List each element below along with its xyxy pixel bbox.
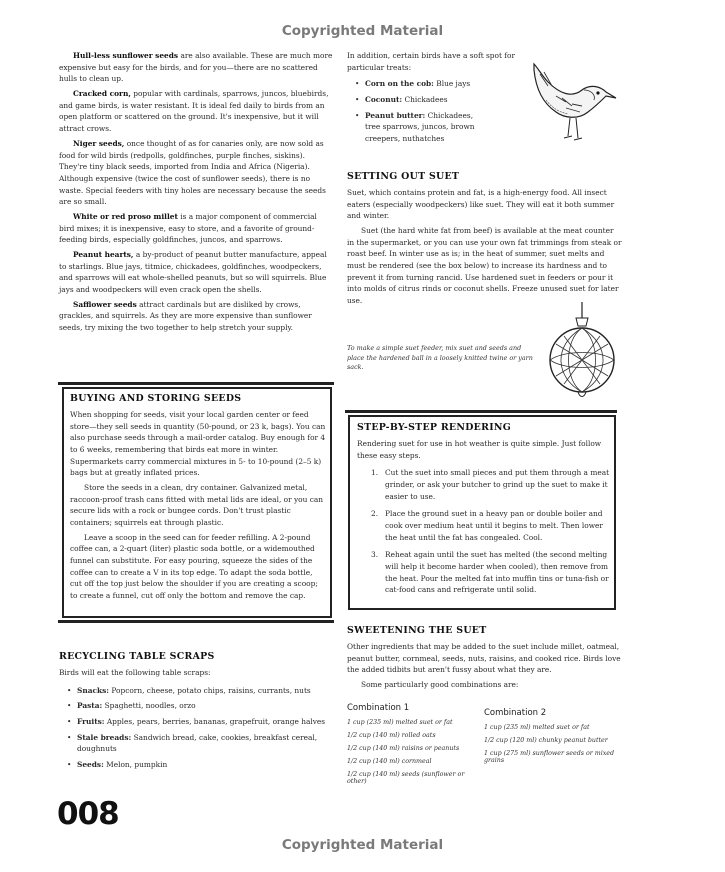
combinations-intro: Some particularly good combinations are: (361, 679, 519, 689)
list-item: 2. Place the ground suet in a heavy pan or double boiler and cook over medium heat until it begins to melt. Then lower the heat until the fat has congealed. Cool. (371, 509, 603, 542)
seed-types-section (59, 50, 333, 337)
sweetening-paragraph: Other ingredients that may be added to the suet include millet, oatmeal, peanut butter, cornmeal, seeds, nuts, raisins, and cooked rice. Birds love the added tidbits but aren't fussy about what they are. (347, 641, 621, 675)
suet-feeder-illustration (544, 300, 620, 404)
combination-1-title: Combination 1 (347, 703, 410, 713)
recycling-intro: Birds will eat the following table scraps: (59, 667, 211, 677)
suet-title: SETTING OUT SUET (347, 171, 460, 182)
rendering-steps-list (357, 467, 611, 596)
treats-list (347, 78, 527, 144)
combination-1 (347, 703, 479, 791)
ingredient-line: 1/2 cup (140 ml) cornmeal (347, 758, 432, 765)
table-scraps-list (59, 685, 333, 771)
paragraph-cracked-corn: Cracked corn, popular with cardinals, sparrows, juncos, bluebirds, and game birds, is water resistant. It is ideal fed daily to birds from an open platform or scattered on the ground. It's inexpensive, but it will attract crows. (59, 89, 329, 134)
ingredient-line: 1/2 cup (140 ml) raisins or peanuts (347, 745, 460, 752)
box-rule-top (58, 382, 334, 385)
suet-feeder-caption: To make a simple suet feeder, mix suet and seeds and place the hardened ball in a loosely knitted twine or yarn sack. (347, 344, 533, 372)
list-item: 1. Cut the suet into small pieces and put them through a meat grinder, or ask your butcher to grind up the suet to make it easier to use. (371, 468, 610, 501)
rendering-intro: Rendering suet for use in hot weather is quite simple. Just follow these easy steps. (357, 438, 602, 460)
buying-storing-title: BUYING AND STORING SEEDS (70, 393, 242, 404)
buying-storing-content (70, 392, 326, 605)
combination-2 (484, 708, 624, 770)
copyright-banner-top: Copyrighted Material (281, 23, 444, 39)
list-item: • Snacks: Popcorn, cheese, potato chips, raisins, currants, nuts (59, 685, 333, 697)
list-item: • Coconut: Chickadees (347, 94, 527, 106)
suet-paragraph-2: Suet (the hard white fat from beef) is available at the meat counter in the supermarket, or you can use your own fat trimmings from steak or roast beef. In winter use as is; in the heat of summer, suet melts and must be rendered (see the box below) to increase its hardness and to prevent it from turning rancid. Use hardened suet in feeders or pour it into molds of citrus rinds or coconut shells. Freeze unused suet for later use. (347, 225, 622, 306)
list-item: • Corn on the cob: Blue jays (347, 78, 527, 90)
rendering-content (357, 421, 611, 602)
rendering-title: STEP-BY-STEP RENDERING (357, 422, 512, 433)
ingredient-line: 1/2 cup (140 ml) seeds (sunflower or other) (347, 771, 465, 785)
list-item: • Pasta: Spaghetti, noodles, orzo (59, 700, 333, 712)
recycling-title: RECYCLING TABLE SCRAPS (59, 651, 215, 662)
combination-2-title: Combination 2 (484, 708, 547, 718)
suet-section (347, 170, 622, 310)
list-item: • Peanut butter: Chickadees, tree sparrows, juncos, brown creepers, nuthatches (347, 110, 527, 145)
sweetening-title: SWEETENING THE SUET (347, 625, 487, 636)
box-rule-top (345, 410, 617, 413)
paragraph-hull-less: Hull-less sunflower seeds are also available. These are much more expensive but easy for the birds, and for you—there are no scattered hulls to clean up. (59, 51, 333, 84)
ingredient-line: 1/2 cup (140 ml) rolled oats (347, 732, 436, 739)
suet-paragraph-1: Suet, which contains protein and fat, is a high-energy food. All insect eaters (especially woodpeckers) like suet. They will eat it both summer and winter. (347, 187, 615, 221)
wren-bird-illustration (526, 60, 618, 152)
buying-paragraph: When shopping for seeds, visit your local garden center or feed store—they sell seeds in quantity (50-pound, or 23 k, bags). You can also purchase seeds through a mail-order catalog. Buy enough for 4 to 6 weeks, remembering that birds eat more in winter. Supermarkets carry commercial mixtures in 5- to 10-pound (2–5 k) bags but at greatly inflated prices. (70, 409, 326, 478)
paragraph-niger: Niger seeds, once thought of as for canaries only, are now sold as food for wild birds (redpolls, goldfinches, purple finches, siskins). They're tiny black seeds, imported from India and Africa (Nigeria). Although expensive (twice the cost of sunflower seeds), there is no waste. Special feeders with tiny holes are necessary because the seeds are so small. (59, 138, 326, 207)
ingredient-line: 1 cup (235 ml) melted suet or fat (347, 719, 453, 726)
ingredient-line: 1 cup (275 ml) sunflower seeds or mixed grains (484, 750, 615, 764)
box-rule-bottom (58, 620, 334, 623)
treats-intro: In addition, certain birds have a soft spot for particular treats: (347, 51, 516, 72)
paragraph-millet: White or red proso millet is a major component of commercial bird mixes; it is inexpensive, easy to store, and a favorite of ground-feeding birds, especially goldfinches, juncos, and sparrows. (59, 211, 317, 245)
paragraph-safflower: Safflower seeds attract cardinals but are disliked by crows, grackles, and squirrels. As they are more expensive than sunflower seeds, try mixing the two together to help stretch your supply. (59, 299, 312, 333)
copyright-banner-bottom: Copyrighted Material (281, 837, 444, 853)
list-item: • Seeds: Melon, pumpkin (59, 759, 333, 771)
storing-paragraph: Store the seeds in a clean, dry container. Galvanized metal, raccoon-proof trash cans fitted with metal lids are ideal, or you can secure lids with a rock or bungee cords. Don't trust plastic containers; squirrels eat through plastic. (70, 482, 324, 528)
treats-section (347, 50, 527, 149)
list-item: 3. Reheat again until the suet has melted (the second melting will help it become harder when cooled), then remove from the heat. Pour the melted fat into muffin tins or tuna-fish or cat-food cans and refrigerate until solid. (371, 550, 609, 595)
page-number: 008 (57, 796, 119, 832)
scoop-paragraph: Leave a scoop in the seed can for feeder refilling. A 2-pound coffee can, a 2-quart (liter) plastic soda bottle, or a widemouthed funnel can substitute. For easy pouring, squeeze the sides of the coffee can to create a V in its top edge. To adapt the soda bottle, cut off the top just below the shoulder if you are creating a scoop; to create a funnel, cut off only the bottom and remove the cap. (70, 532, 318, 601)
recycling-section (59, 650, 333, 775)
ingredient-line: 1 cup (235 ml) melted suet or fat (484, 724, 590, 731)
paragraph-peanut-hearts: Peanut hearts, a by-product of peanut butter manufacture, appeal to starlings. Blue jays, titmice, chickadees, goldfinches, woodpeckers, and sparrows will eat whole-shelled peanuts, but so will squirrels. Blue jays and woodpeckers will even crack open the shells. (59, 250, 327, 295)
list-item: • Stale breads: Sandwich bread, cake, cookies, breakfast cereal, doughnuts (59, 732, 333, 755)
list-item: • Fruits: Apples, pears, berries, bananas, grapefruit, orange halves (59, 716, 333, 728)
ingredient-line: 1/2 cup (120 ml) chunky peanut butter (484, 737, 608, 744)
sweetening-section (347, 624, 622, 694)
